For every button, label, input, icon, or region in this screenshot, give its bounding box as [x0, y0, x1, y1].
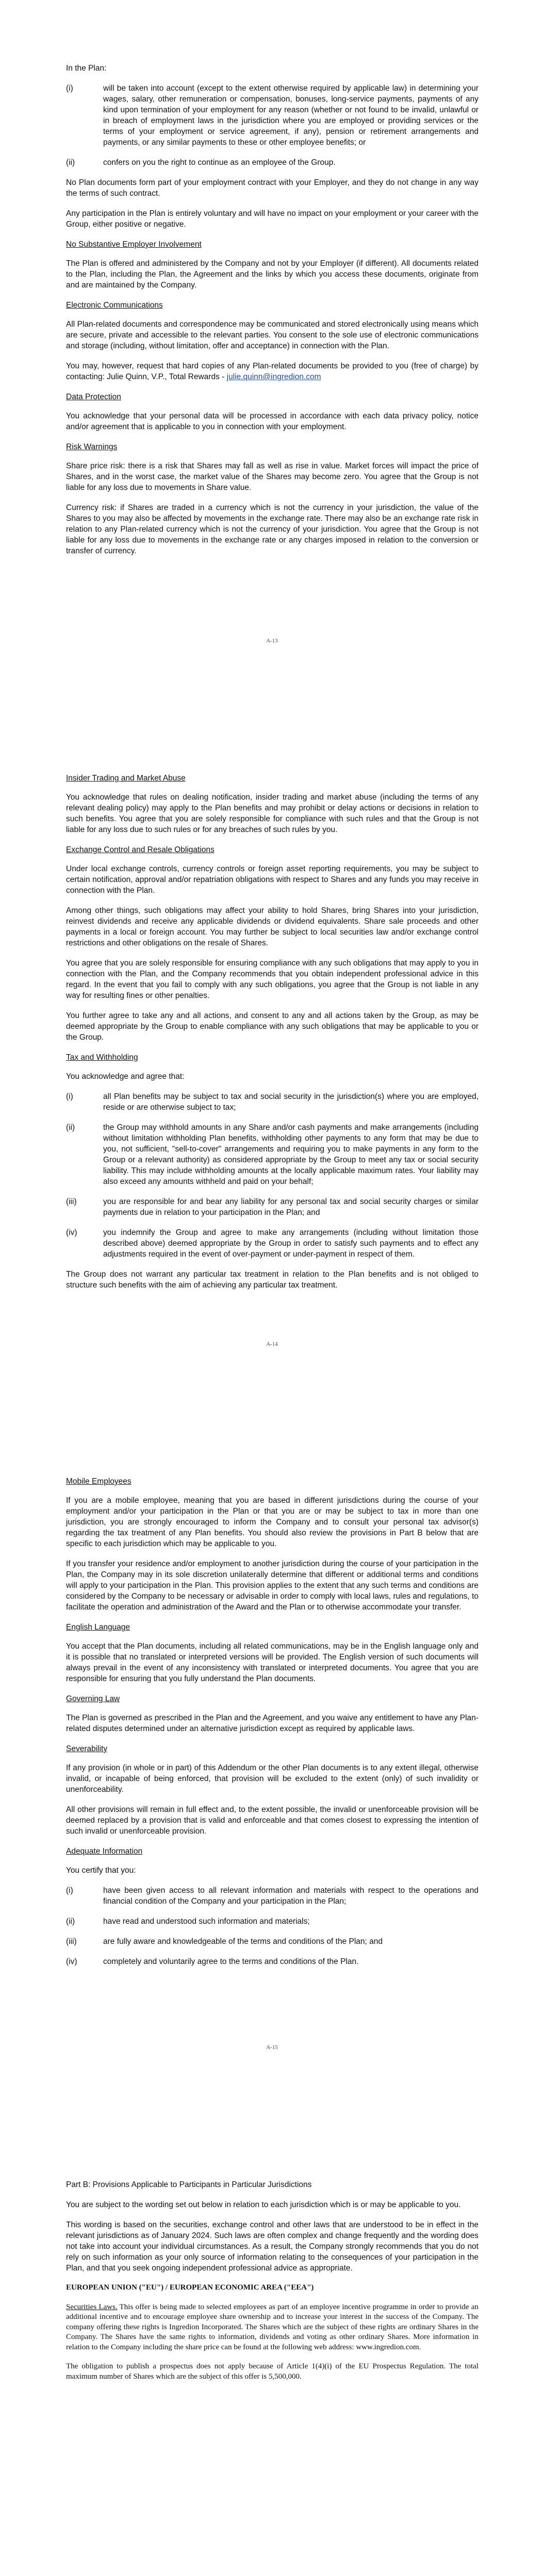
page-a16 — [0, 2110, 544, 2576]
list-intro: You certify that you: — [66, 1866, 136, 1875]
securities-laws-label: Securities Laws. — [66, 2302, 118, 2311]
list-item: (iii) you are responsible for and bear any liability for any personal tax and social security charges or similar payments due in relation to your participation in the Plan; and — [66, 1197, 479, 1217]
list-item: (ii) the Group may withhold amounts in any Share and/or cash payments and make arrangements (including without limitation withholding Plan benefits, withholding other payments to any form that may be due to you, not sufficient, "sell-to-cover" arrangements and requiring you to make payments in any form to the Group or a relevant authority) as considered appropriate by the Group to meet any tax or social security liability. This may include withholding amounts at the locally applicable maximum rates. Your liability may also exceed any amounts withheld and paid on your behalf; — [66, 1123, 479, 1186]
paragraph: If any provision (in whole or in part) of this Addendum or the other Plan documents is to any extent illegal, otherwise invalid, or incapable of being enforced, that provision will be excluded to the extent (only) of such invalidity or unenforceability. — [66, 1764, 479, 1794]
paragraph: Among other things, such obligations may affect your ability to hold Shares, bring Shares into your jurisdiction, reinvest dividends and receive any applicable dividends or dividend equivalents. Share sale proceeds and other payments in a local or foreign account. You may further be subject to local securities law and/or exchange control restrictions and other obligations on the resale of Shares. — [66, 906, 479, 947]
paragraph: All other provisions will remain in full effect and, to the extent possible, the invalid or unenforceable provision will be deemed replaced by a provision that is valid and enforceable and that comes closest to expressing the intention of such invalid or unenforceable provision. — [66, 1805, 479, 1836]
email-link[interactable]: julie.quinn@ingredion.com — [226, 372, 321, 381]
page-a14 — [0, 703, 544, 1406]
section-heading: Severability — [66, 1744, 108, 1753]
securities-laws-paragraph: Securities Laws. This offer is being made to selected employees as part of an employee incentive programme in order to provide an additional incentive and to encourage employee share ownership and to increase your interest in the success of the Company. The company offering these rights is Ingredion Incorporated. The Shares which are the subject of these rights are ordinary Shares in the Company. The Shares have the same rights to information, dividends and voting as other ordinary Shares. More information in relation to the Company including the share price can be found at the following web address: www.ingredion.com. — [66, 2302, 479, 2351]
section-heading: No Substantive Employer Involvement — [66, 240, 202, 249]
list-intro: You acknowledge and agree that: — [66, 1072, 185, 1081]
section-heading: Tax and Withholding — [66, 1053, 138, 1062]
list-item: (iv) completely and voluntarily agree to the terms and conditions of the Plan. — [66, 1957, 359, 1966]
section-heading: Exchange Control and Resale Obligations — [66, 845, 215, 854]
paragraph: You accept that the Plan documents, including all related communications, may be in the English language only and it is possible that no translated or interpreted versions will be provided. The English version of such documents will always prevail in the event of any inconsistency with translated or interpreted documents. You agree that you are responsible for ensuring that you fully understand the Plan documents. — [66, 1642, 479, 1683]
prospectus-paragraph: The obligation to publish a prospectus does not apply because of Article 1(4)(i) of the EU Prospectus Regulation. The total maximum number of Shares which are the subject of this offer is 5,500,000. — [66, 2362, 479, 2381]
page-a13 — [0, 0, 544, 703]
section-heading: English Language — [66, 1623, 130, 1632]
page-number: A-14 — [266, 1341, 278, 1347]
paragraph: You are subject to the wording set out below in relation to each jurisdiction which is or may be applicable to you. — [66, 2200, 461, 2209]
section-heading: Mobile Employees — [66, 1477, 131, 1486]
paragraph: This wording is based on the securities, exchange control and other laws that are understood to be in effect in the relevant jurisdictions as of January 2024. Such laws are often complex and change frequently and the wording does not take into account your individual circumstances. As a result, the Company strongly recommends that you do not rely on such information as your only source of information relating to the consequences of your participation in the Plan, and that you seek ongoing independent professional advice as appropriate. — [66, 2221, 479, 2273]
section-heading: Electronic Communications — [66, 301, 163, 310]
list-item: (ii) confers on you the right to continue as an employee of the Group. — [66, 158, 336, 167]
page-a14-body — [66, 773, 479, 1300]
page-a15-body — [66, 1476, 479, 1976]
paragraph: You may, however, request that hard copies of any Plan-related documents be provided to you (free of charge) by contacting: Julie Quinn, V.P., Total Rewards - julie.quinn@ingredion.com — [66, 362, 479, 381]
paragraph: Under local exchange controls, currency controls or foreign asset reporting requirements, you may be subject to certain notification, approval and/or repatriation obligations with respect to Shares and any funds you may receive in connection with the Plan. — [66, 865, 479, 895]
section-heading: Adequate Information — [66, 1847, 143, 1856]
paragraph: If you are a mobile employee, meaning that you are based in different jurisdictions during the course of your employment and/or your participation in the Plan or that you are or may be subject to tax in more than one jurisdiction, you are strongly encouraged to inform the Company and to consult your personal tax advisor(s) regarding the tax treatment of any Plan benefits. You should also review the provisions in Part B below that are specific to each jurisdiction which may be applicable to you. — [66, 1496, 479, 1548]
paragraph: Currency risk: if Shares are traded in a currency which is not the currency in your jurisdiction, the value of the Shares to you may also be affected by movements in the exchange rate. There may also be an exchange rate risk in relation to any Plan-related currency which is not the currency of your jurisdiction. You agree that the Group is not liable for any loss due to movements in the exchange rate or any charges imposed in relation to the conversion or transfer of currency. — [66, 503, 479, 555]
plan-intro: In the Plan: — [66, 64, 107, 73]
paragraph: Any participation in the Plan is entirely voluntary and will have no impact on your employment or your career with the Group, either positive or negative. — [66, 209, 479, 229]
page-a15 — [0, 1406, 544, 2110]
page-number: A-15 — [266, 2044, 278, 2050]
list-item: (i) have been given access to all relevant information and materials with respect to the operations and financial condition of the Company and your participation in the Plan; — [66, 1886, 479, 1906]
list-item: (ii) have read and understood such information and materials; — [66, 1917, 310, 1926]
section-heading: Risk Warnings — [66, 443, 118, 451]
list-item: (i) will be taken into account (except to the extent otherwise required by applicable law) in determining your wages, salary, other remuneration or compensation, bonuses, long-service payments, payments of any kind upon termination of your employment for any reason (whether or not found to be invalid, unlawful or in breach of employment laws in the jurisdiction where you are employed or providing services or the terms of your employment or service agreement, if any), pension or retirement arrangements and payments, or any similar payments to these or other employee benefits; or — [66, 84, 479, 147]
paragraph: The Plan is offered and administered by the Company and not by your Employer (if different). All documents related to the Plan, including the Plan, the Agreement and the links by which you access these documents, originate from and are maintained by the Company. — [66, 259, 479, 290]
paragraph: You acknowledge that your personal data will be processed in accordance with each data privacy policy, notice and/or agreement that is applicable to you in connection with your employment. — [66, 412, 479, 431]
section-heading: Governing Law — [66, 1694, 120, 1703]
part-b-heading: Part B: Provisions Applicable to Participants in Particular Jurisdictions — [66, 2180, 312, 2189]
list-item: (iv) you indemnify the Group and agree to make any arrangements (including without limitation those described above) deemed appropriate by the Group in order to satisfy such payments and to effect any adjustments required in the event of over-payment or under-payment in respect of them. — [66, 1228, 479, 1259]
page-number: A-13 — [266, 638, 278, 644]
paragraph: You acknowledge that rules on dealing notification, insider trading and market abuse (including the terms of any relevant dealing policy) may apply to the Plan benefits and may prohibit or delay actions or decisions in relation to such benefits. You agree that you are solely responsible for compliance with such rules and that the Group is not liable for any loss due to such rules or for any breaches of such rules by you. — [66, 793, 479, 834]
page-a13-body — [66, 63, 479, 566]
paragraph: The Group does not warrant any particular tax treatment in relation to the Plan benefits and is not obliged to structure such benefits with the aim of achieving any particular tax treatment. — [66, 1270, 479, 1290]
page-a16-body — [66, 2179, 479, 2391]
eu-eea-heading: EUROPEAN UNION ("EU") / EUROPEAN ECONOMIC AREA ("EEA") — [66, 2283, 314, 2292]
paragraph: All Plan-related documents and correspondence may be communicated and stored electronically using means which are secure, private and accessible to the relevant parties. You consent to the sole use of electronic communications and storage (including, without limitation, offer and acceptance) in connection with the Plan. — [66, 320, 479, 350]
paragraph: If you transfer your residence and/or employment to another jurisdiction during the course of your participation in the Plan, the Company may in its sole discretion unilaterally determine that different or additional terms and conditions will apply to your participation in the Plan. This provision applies to the extent that any such terms and conditions are considered by the Company to be necessary or advisable in order to comply with local laws, rules and regulations, to facilitate the operation and administration of the Award and the Plan or to otherwise accommodate your transfer. — [66, 1560, 479, 1612]
list-item: (iii) are fully aware and knowledgeable of the terms and conditions of the Plan; and — [66, 1937, 383, 1946]
paragraph: The Plan is governed as prescribed in the Plan and the Agreement, and you waive any entitlement to have any Plan-related disputes determined under an alternative jurisdiction except as required by applicable laws. — [66, 1714, 479, 1733]
paragraph: You agree that you are solely responsible for ensuring compliance with any such obligations that may apply to you in connection with the Plan, and the Company recommends that you obtain independent professional advice in this regard. In the event that you fail to comply with any such obligations, you agree that the Group is not liable in any way for resulting fines or other penalties. — [66, 959, 479, 1000]
section-heading: Insider Trading and Market Abuse — [66, 774, 186, 783]
section-heading: Data Protection — [66, 393, 121, 401]
paragraph: Share price risk: there is a risk that Shares may fall as well as rise in value. Market forces will impact the price of Shares, and in the worst case, the market value of the Shares may become zero. You agree that the Group is not liable for any loss due to movements in Share value. — [66, 462, 479, 492]
paragraph: You further agree to take any and all actions, and consent to any and all actions taken by the Group, as may be deemed appropriate by the Group to enable compliance with any such obligations that may be applicable to you or the Group. — [66, 1011, 479, 1042]
paragraph: No Plan documents form part of your employment contract with your Employer, and they do not change in any way the terms of such contract. — [66, 178, 479, 198]
list-item: (i) all Plan benefits may be subject to tax and social security in the jurisdiction(s) where you are employed, reside or are otherwise subject to tax; — [66, 1092, 479, 1112]
